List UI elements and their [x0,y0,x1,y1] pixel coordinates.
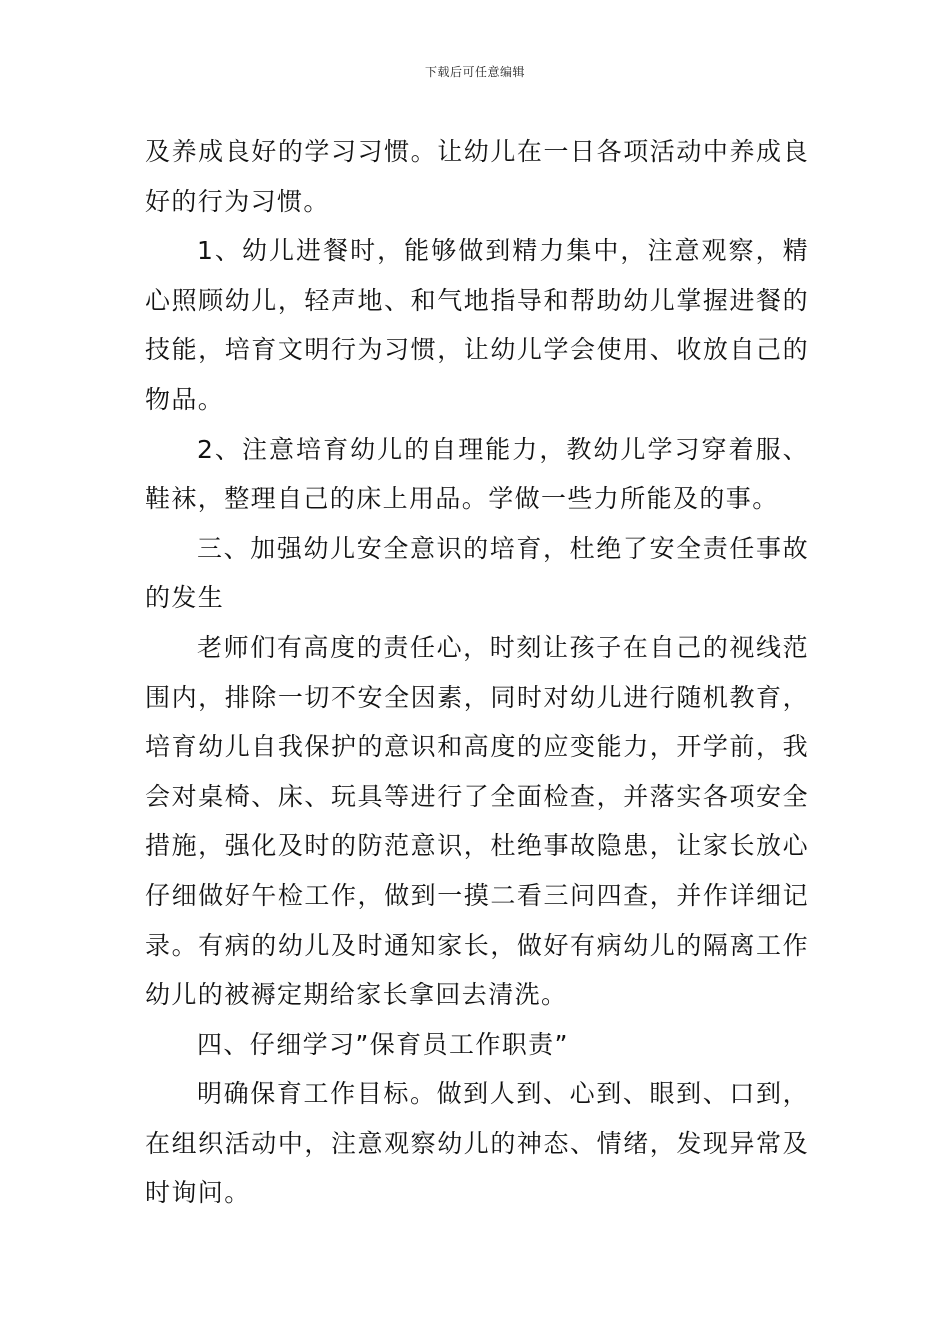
paragraph: 及养成良好的学习习惯。让幼儿在一日各项活动中养成良好的行为习惯。 [145,137,809,216]
paragraph: 明确保育工作目标。做到人到、心到、眼到、口到，在组织活动中，注意观察幼儿的神态、情绪，发现异常及时询问。 [145,1079,809,1208]
section-heading: 四、仔细学习”保育员工作职责” [197,1029,569,1059]
section-heading: 三、加强幼儿安全意识的培育，杜绝了安全责任事故的发生 [145,533,809,613]
paragraph: 1、幼儿进餐时，能够做到精力集中，注意观察，精心照顾幼儿，轻声地、和气地指导和帮助幼儿掌握进餐的技能，培育文明行为习惯，让幼儿学会使用、收放自己的物品。 [145,236,809,414]
page-header-note: 下载后可任意编辑 [424,65,525,79]
document-body [145,127,809,1218]
paragraph: 老师们有高度的责任心，时刻让孩子在自己的视线范围内，排除一切不安全因素，同时对幼儿进行随机教育，培育幼儿自我保护的意识和高度的应变能力，开学前，我会对桌椅、床、玩具等进行了全面检查，并落实各项安全措施，强化及时的防范意识，杜绝事故隐患，让家长放心仔细做好午检工作，做到一摸二看三问四查，并作详细记录。有病的幼儿及时通知家长，做好有病幼儿的隔离工作幼儿的被褥定期给家长拿回去清洗。 [145,632,809,1010]
paragraph: 2、注意培育幼儿的自理能力，教幼儿学习穿着服、鞋袜，整理自己的床上用品。学做一些力所能及的事。 [145,434,809,514]
